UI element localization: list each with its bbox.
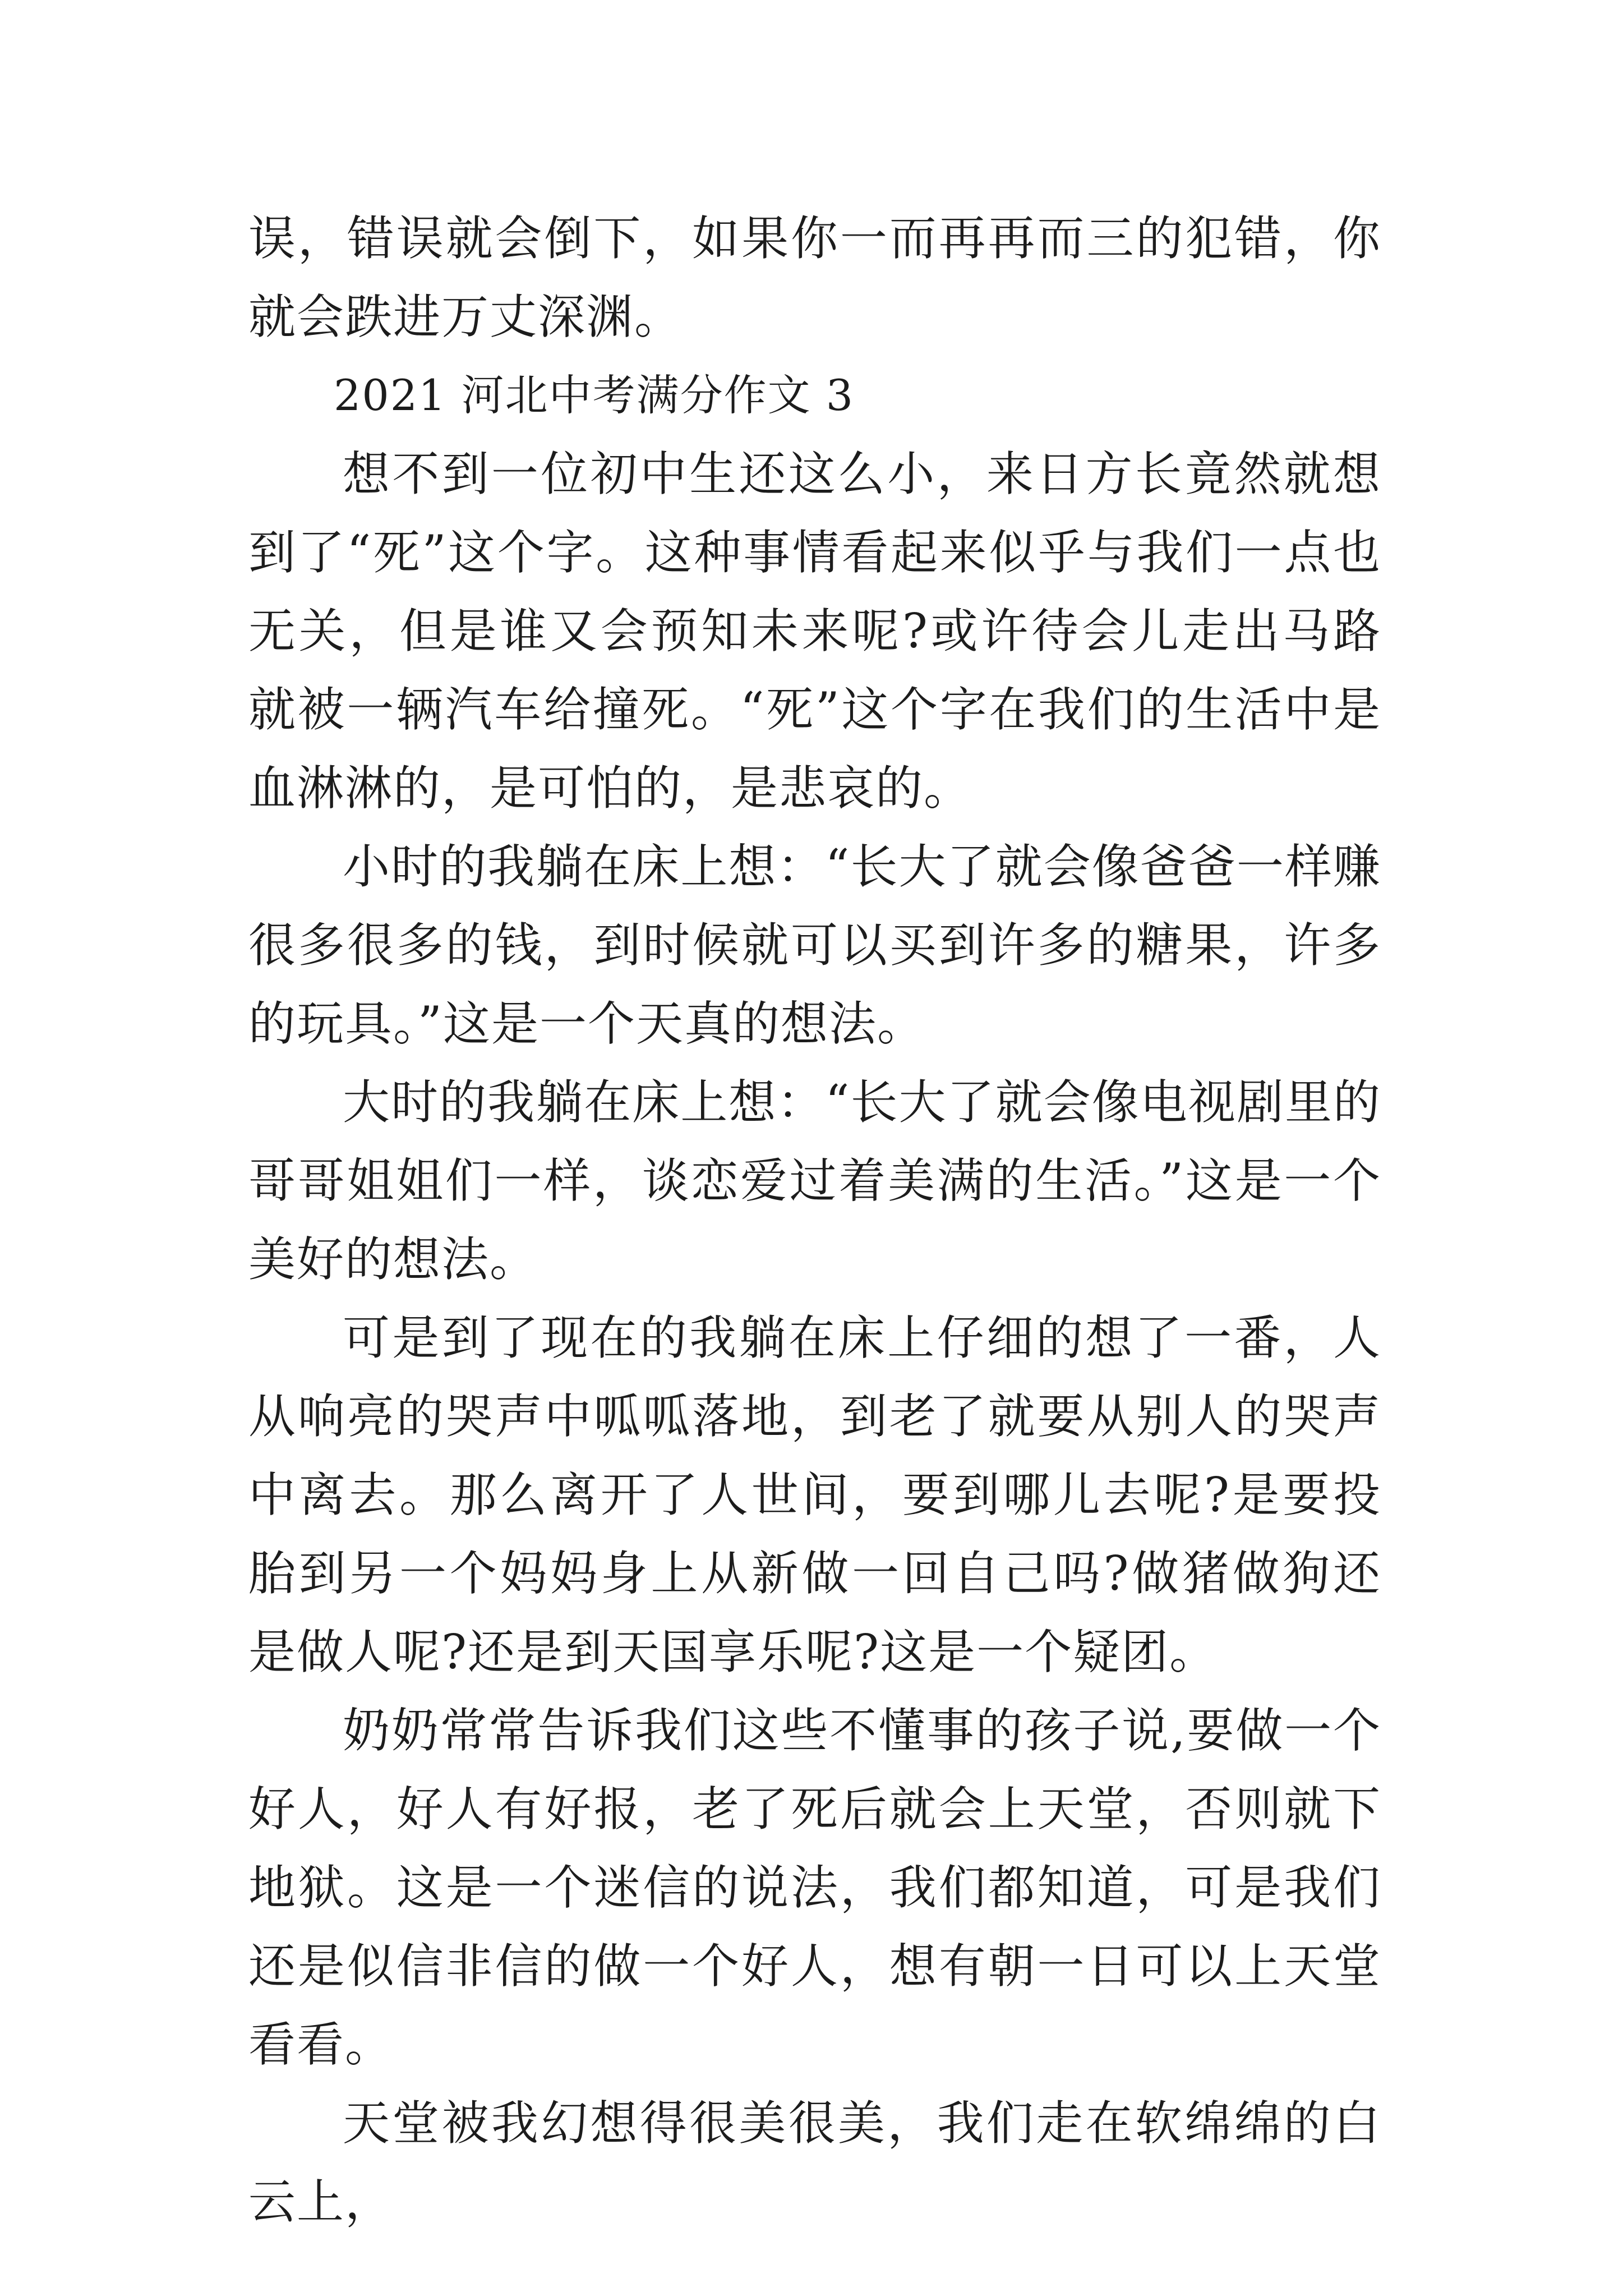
- paragraph: 可是到了现在的我躺在床上仔细的想了一番，人从响亮的哭声中呱呱落地，到老了就要从别人的哭声中离去。那么离开了人世间，要到哪儿去呢?是要投胎到另一个妈妈身上从新做一回自己吗?做猪做狗还是做人呢?还是到天国享乐呢?这是一个疑团。: [248, 1310, 1381, 1680]
- essay-heading: 2021 河北中考满分作文 3: [334, 370, 855, 420]
- paragraph: 想不到一位初中生还这么小，来日方长竟然就想到了“死”这个字。这种事情看起来似乎与我们一点也无关，但是谁又会预知未来呢?或许待会儿走出马路就被一辆汽车给撞死。“死”这个字在我们的生活中是血淋淋的，是可怕的，是悲哀的。: [248, 447, 1381, 816]
- paragraph: 天堂被我幻想得很美很美，我们走在软绵绵的白云上，: [248, 2096, 1381, 2229]
- paragraph: 小时的我躺在床上想：“长大了就会像爸爸一样赚很多很多的钱，到时候就可以买到许多的糖果，许多的玩具。”这是一个天真的想法。: [248, 839, 1381, 1051]
- essay-body: [248, 199, 1381, 2241]
- paragraph-continuation: 误，错误就会倒下，如果你一而再再而三的犯错，你就会跌进万丈深渊。: [248, 211, 1381, 344]
- paragraph: 大时的我躺在床上想：“长大了就会像电视剧里的哥哥姐姐们一样，谈恋爱过着美满的生活。”这是一个美好的想法。: [248, 1075, 1381, 1287]
- paragraph: 奶奶常常告诉我们这些不懂事的孩子说,要做一个好人，好人有好报，老了死后就会上天堂，否则就下地狱。这是一个迷信的说法，我们都知道，可是我们还是似信非信的做一个好人，想有朝一日可以上天堂看看。: [248, 1703, 1381, 2072]
